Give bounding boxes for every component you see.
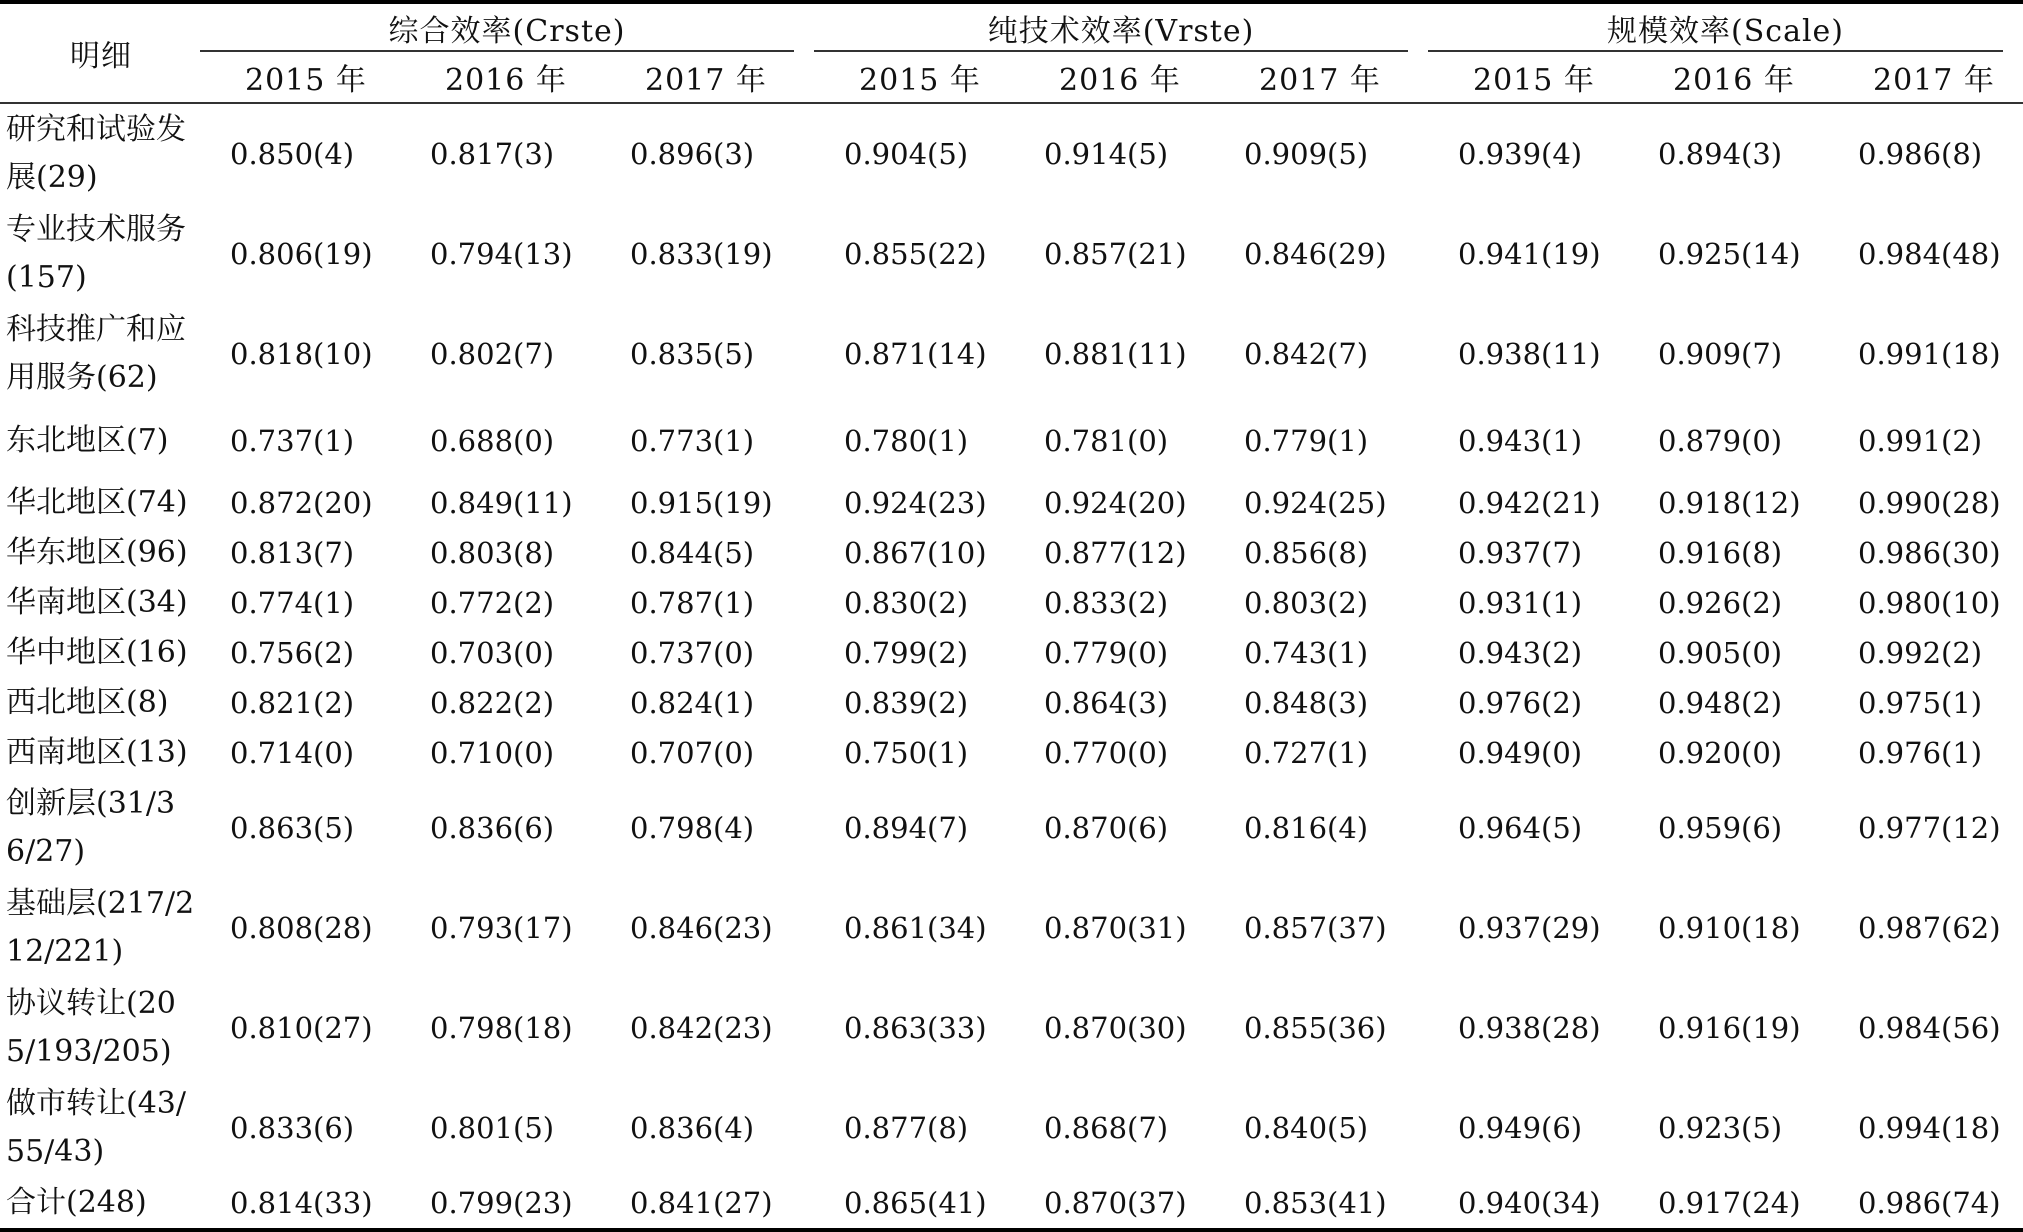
table-cell: 0.737(0)	[630, 636, 755, 670]
table-row	[0, 404, 2023, 478]
table-cell: 0.780(1)	[844, 424, 969, 458]
header-group-row	[0, 2, 2023, 52]
table-cell: 0.830(2)	[844, 586, 969, 620]
table-cell: 0.688(0)	[430, 424, 555, 458]
table-cell: 0.848(3)	[1244, 686, 1369, 720]
row-label: 华中地区(16)	[6, 635, 188, 670]
table-row	[0, 728, 2023, 778]
table-cell: 0.924(23)	[844, 486, 987, 520]
table-cell: 0.710(0)	[430, 736, 555, 770]
table-cell: 0.990(28)	[1858, 486, 2001, 520]
table-cell: 0.850(4)	[230, 137, 355, 171]
table-cell: 0.920(0)	[1658, 736, 1783, 770]
table-cell: 0.857(21)	[1044, 237, 1187, 271]
table-cell: 0.975(1)	[1858, 686, 1983, 720]
table-row	[0, 978, 2023, 1078]
table-cell: 0.994(18)	[1858, 1111, 2001, 1145]
table-cell: 0.909(7)	[1658, 337, 1783, 371]
table-cell: 0.836(6)	[430, 811, 555, 845]
table-cell: 0.803(2)	[1244, 586, 1369, 620]
row-label: 协议转让(205/193/205)	[6, 986, 176, 1069]
table-cell: 0.801(5)	[430, 1111, 555, 1145]
table-cell: 0.877(12)	[1044, 536, 1187, 570]
table-cell: 0.707(0)	[630, 736, 755, 770]
table-cell: 0.914(5)	[1044, 137, 1169, 171]
table-cell: 0.916(19)	[1658, 1011, 1801, 1045]
table-cell: 0.938(28)	[1458, 1011, 1601, 1045]
group-header-vrste: 纯技术效率(Vrste)	[814, 2, 1428, 52]
year-header: 2015 年	[1428, 52, 1628, 103]
table-cell: 0.842(23)	[630, 1011, 773, 1045]
table-cell: 0.798(18)	[430, 1011, 573, 1045]
table-cell: 0.772(2)	[430, 586, 555, 620]
table-cell: 0.868(7)	[1044, 1111, 1169, 1145]
table-cell: 0.824(1)	[630, 686, 755, 720]
table-cell: 0.737(1)	[230, 424, 355, 458]
year-header: 2015 年	[200, 52, 400, 103]
table-cell: 0.926(2)	[1658, 586, 1783, 620]
table-row	[0, 1078, 2023, 1178]
table-row	[0, 1178, 2023, 1230]
table-row	[0, 304, 2023, 404]
table-cell: 0.964(5)	[1458, 811, 1583, 845]
year-header: 2016 年	[1014, 52, 1214, 103]
table-cell: 0.846(29)	[1244, 237, 1387, 271]
table-cell: 0.750(1)	[844, 736, 969, 770]
table-cell: 0.984(48)	[1858, 237, 2001, 271]
table-cell: 0.991(18)	[1858, 337, 2001, 371]
table-cell: 0.925(14)	[1658, 237, 1801, 271]
table-cell: 0.727(1)	[1244, 736, 1369, 770]
row-label: 西南地区(13)	[6, 735, 188, 770]
table-row	[0, 678, 2023, 728]
table-cell: 0.814(33)	[230, 1186, 373, 1220]
table-cell: 0.835(5)	[630, 337, 755, 371]
table-cell: 0.818(10)	[230, 337, 373, 371]
table-cell: 0.980(10)	[1858, 586, 2001, 620]
table-cell: 0.905(0)	[1658, 636, 1783, 670]
row-label: 基础层(217/212/221)	[6, 886, 195, 969]
table-row	[0, 578, 2023, 628]
table-row	[0, 478, 2023, 528]
table-cell: 0.803(8)	[430, 536, 555, 570]
table-cell: 0.896(3)	[630, 137, 755, 171]
table-cell: 0.865(41)	[844, 1186, 987, 1220]
table-cell: 0.949(6)	[1458, 1111, 1583, 1145]
row-label: 华东地区(96)	[6, 535, 188, 570]
row-label: 东北地区(7)	[6, 423, 169, 458]
table-cell: 0.937(29)	[1458, 911, 1601, 945]
table-cell: 0.839(2)	[844, 686, 969, 720]
table-cell: 0.959(6)	[1658, 811, 1783, 845]
table-cell: 0.743(1)	[1244, 636, 1369, 670]
row-label: 创新层(31/36/27)	[6, 786, 176, 869]
table-cell: 0.844(5)	[630, 536, 755, 570]
table-cell: 0.942(21)	[1458, 486, 1601, 520]
table-cell: 0.863(5)	[230, 811, 355, 845]
table-cell: 0.842(7)	[1244, 337, 1369, 371]
table-cell: 0.779(1)	[1244, 424, 1369, 458]
table-cell: 0.931(1)	[1458, 586, 1583, 620]
row-label: 西北地区(8)	[6, 685, 169, 720]
group-header-scale: 规模效率(Scale)	[1428, 2, 2023, 52]
year-header: 2015 年	[814, 52, 1014, 103]
table-header	[0, 2, 2023, 103]
table-cell: 0.833(2)	[1044, 586, 1169, 620]
table-cell: 0.941(19)	[1458, 237, 1601, 271]
table-cell: 0.867(10)	[844, 536, 987, 570]
header-year-row	[0, 52, 2023, 103]
table-cell: 0.943(1)	[1458, 424, 1583, 458]
table-cell: 0.856(8)	[1244, 536, 1369, 570]
table-cell: 0.794(13)	[430, 237, 573, 271]
table-cell: 0.870(6)	[1044, 811, 1169, 845]
row-label: 科技推广和应用服务(62)	[6, 312, 186, 395]
table-cell: 0.938(11)	[1458, 337, 1601, 371]
table-cell: 0.793(17)	[430, 911, 573, 945]
table-cell: 0.894(3)	[1658, 137, 1783, 171]
row-label: 合计(248)	[6, 1185, 147, 1220]
table-cell: 0.817(3)	[430, 137, 555, 171]
table-cell: 0.939(4)	[1458, 137, 1583, 171]
table-cell: 0.870(37)	[1044, 1186, 1187, 1220]
table-cell: 0.918(12)	[1658, 486, 1801, 520]
table-cell: 0.881(11)	[1044, 337, 1187, 371]
group-header-crste: 综合效率(Crste)	[200, 2, 814, 52]
year-header: 2016 年	[400, 52, 600, 103]
table-cell: 0.774(1)	[230, 586, 355, 620]
table-cell: 0.991(2)	[1858, 424, 1983, 458]
row-label: 华南地区(34)	[6, 585, 188, 620]
table-cell: 0.703(0)	[430, 636, 555, 670]
row-label: 研究和试验发展(29)	[6, 112, 186, 195]
table-cell: 0.857(37)	[1244, 911, 1387, 945]
table-cell: 0.770(0)	[1044, 736, 1169, 770]
year-header: 2016 年	[1628, 52, 1828, 103]
table-cell: 0.943(2)	[1458, 636, 1583, 670]
row-label: 专业技术服务(157)	[6, 212, 186, 295]
table-cell: 0.977(12)	[1858, 811, 2001, 845]
table-cell: 0.841(27)	[630, 1186, 773, 1220]
table-cell: 0.822(2)	[430, 686, 555, 720]
table-cell: 0.987(62)	[1858, 911, 2001, 945]
table-cell: 0.976(1)	[1858, 736, 1983, 770]
table-cell: 0.904(5)	[844, 137, 969, 171]
table-cell: 0.816(4)	[1244, 811, 1369, 845]
table-cell: 0.787(1)	[630, 586, 755, 620]
row-label: 做市转让(43/55/43)	[6, 1086, 186, 1169]
table-cell: 0.853(41)	[1244, 1186, 1387, 1220]
table-body	[0, 103, 2023, 1230]
table-row	[0, 878, 2023, 978]
table-cell: 0.871(14)	[844, 337, 987, 371]
table-cell: 0.855(22)	[844, 237, 987, 271]
table-cell: 0.992(2)	[1858, 636, 1983, 670]
table-row	[0, 628, 2023, 678]
table-cell: 0.802(7)	[430, 337, 555, 371]
table-cell: 0.799(2)	[844, 636, 969, 670]
year-header: 2017 年	[1214, 52, 1428, 103]
table-cell: 0.909(5)	[1244, 137, 1369, 171]
table-cell: 0.940(34)	[1458, 1186, 1601, 1220]
table-cell: 0.924(20)	[1044, 486, 1187, 520]
table-cell: 0.821(2)	[230, 686, 355, 720]
table-cell: 0.773(1)	[630, 424, 755, 458]
table-row	[0, 204, 2023, 304]
table-cell: 0.924(25)	[1244, 486, 1387, 520]
table-cell: 0.714(0)	[230, 736, 355, 770]
table-cell: 0.808(28)	[230, 911, 373, 945]
table-cell: 0.799(23)	[430, 1186, 573, 1220]
table-row	[0, 103, 2023, 204]
table-cell: 0.916(8)	[1658, 536, 1783, 570]
table-cell: 0.877(8)	[844, 1111, 969, 1145]
table-cell: 0.915(19)	[630, 486, 773, 520]
table-row	[0, 778, 2023, 878]
table-cell: 0.863(33)	[844, 1011, 987, 1045]
year-header: 2017 年	[600, 52, 814, 103]
table-cell: 0.810(27)	[230, 1011, 373, 1045]
table-cell: 0.986(30)	[1858, 536, 2001, 570]
table-cell: 0.756(2)	[230, 636, 355, 670]
table-cell: 0.833(6)	[230, 1111, 355, 1145]
table-row	[0, 528, 2023, 578]
table-cell: 0.976(2)	[1458, 686, 1583, 720]
table-cell: 0.948(2)	[1658, 686, 1783, 720]
table-cell: 0.846(23)	[630, 911, 773, 945]
detail-header: 明细	[0, 2, 200, 103]
table-cell: 0.923(5)	[1658, 1111, 1783, 1145]
table-cell: 0.833(19)	[630, 237, 773, 271]
year-header: 2017 年	[1828, 52, 2023, 103]
table-cell: 0.779(0)	[1044, 636, 1169, 670]
table-cell: 0.870(30)	[1044, 1011, 1187, 1045]
table-cell: 0.872(20)	[230, 486, 373, 520]
table-cell: 0.861(34)	[844, 911, 987, 945]
table-cell: 0.949(0)	[1458, 736, 1583, 770]
table-cell: 0.986(74)	[1858, 1186, 2001, 1220]
table-cell: 0.864(3)	[1044, 686, 1169, 720]
table-cell: 0.855(36)	[1244, 1011, 1387, 1045]
table-cell: 0.894(7)	[844, 811, 969, 845]
table-cell: 0.910(18)	[1658, 911, 1801, 945]
table-cell: 0.798(4)	[630, 811, 755, 845]
table-cell: 0.806(19)	[230, 237, 373, 271]
table-cell: 0.840(5)	[1244, 1111, 1369, 1145]
table-cell: 0.879(0)	[1658, 424, 1783, 458]
table-cell: 0.986(8)	[1858, 137, 1983, 171]
table-cell: 0.984(56)	[1858, 1011, 2001, 1045]
table-cell: 0.917(24)	[1658, 1186, 1801, 1220]
table-cell: 0.781(0)	[1044, 424, 1169, 458]
row-label: 华北地区(74)	[6, 485, 188, 520]
table-cell: 0.870(31)	[1044, 911, 1187, 945]
table-cell: 0.849(11)	[430, 486, 573, 520]
table-cell: 0.813(7)	[230, 536, 355, 570]
table-cell: 0.836(4)	[630, 1111, 755, 1145]
table-cell: 0.937(7)	[1458, 536, 1583, 570]
